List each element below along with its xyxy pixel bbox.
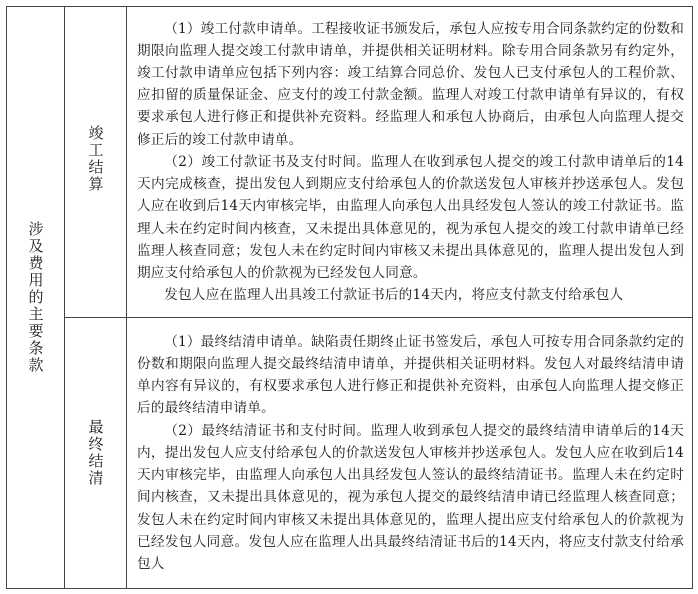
category-label: 涉及费用的主要条款 bbox=[26, 221, 45, 374]
paragraph: 发包人应在监理人出具竣工付款证书后的14天内，将应支付款支付给承包人 bbox=[164, 287, 624, 304]
table-row bbox=[7, 318, 693, 589]
clause-document bbox=[6, 6, 692, 588]
content-cell bbox=[127, 318, 693, 589]
paragraph: （2）竣工付款证书及支付时间。监理人在收到承包人提交的竣工付款申请单后的14天内完成核查，提出发包人到期应支付给承包人的价款送发包人审核并抄送承包人。发包人应在收到后14天内审核完毕，由监理人向承包人出具经发包人签认的竣工付款证书。监理人未在约定时间内核查，又未提出具体意见的，视为承包人提交的竣工付款申请单已经监理人核查同意；发包人未在约定时间内审核又未提出具体意见的，监理人提出发包人到期应支付给承包人的价款视为已经发包人同意。 bbox=[137, 153, 684, 281]
row-label-cell bbox=[65, 7, 127, 318]
content-cell bbox=[127, 7, 693, 318]
fee-clause-table bbox=[6, 6, 693, 589]
row-label-settlement: 竣工结算 bbox=[86, 125, 105, 193]
paragraph: （2）最终结清证书和支付时间。监理人收到承包人提交的最终结清申请单后的14天内，提出发包人应支付给承包人的价款送发包人审核并抄送承包人。发包人应在收到后14天内审核完毕，由监理人向承包人出具经发包人签认的最终结清证书。监理人未在约定时间内核查，又未提出具体意见的，视为承包人提交的最终结清申请已经监理人核查同意；发包人未在约定时间内审核又未提出具体意见的，监理人提出应支付给承包人的价款视为已经发包人同意。发包人应在监理人出具最终结清证书后的14天内，将应支付款支付给承包人 bbox=[137, 422, 684, 572]
row-label-final-settlement: 最终结清 bbox=[86, 419, 105, 487]
category-cell bbox=[7, 7, 65, 589]
table-row bbox=[7, 7, 693, 318]
row-label-cell bbox=[65, 318, 127, 589]
paragraph: （1）最终结清申请单。缺陷责任期终止证书签发后，承包人可按专用合同条款约定的份数和期限向监理人提交最终结清申请单，并提供相关证明材料。发包人对最终结清申请单内容有异议的，有权要求承包人进行修正和提供补充资料，由承包人向监理人提交修正后的最终结清申请单。 bbox=[137, 333, 684, 417]
paragraph: （1）竣工付款申请单。工程接收证书颁发后，承包人应按专用合同条款约定的份数和期限向监理人提交竣工付款申请单，并提供相关证明材料。除专用合同条款另有约定外，竣工付款申请单应包括下列内容：竣工结算合同总价、发包人已支付承包人的工程价款、应扣留的质量保证金、应支付的竣工付款金额。监理人对竣工付款申请单有异议的，有权要求承包人进行修正和提供补充资料。经监理人和承包人协商后，由承包人向监理人提交修正后的竣工付款申请单。 bbox=[137, 20, 684, 148]
